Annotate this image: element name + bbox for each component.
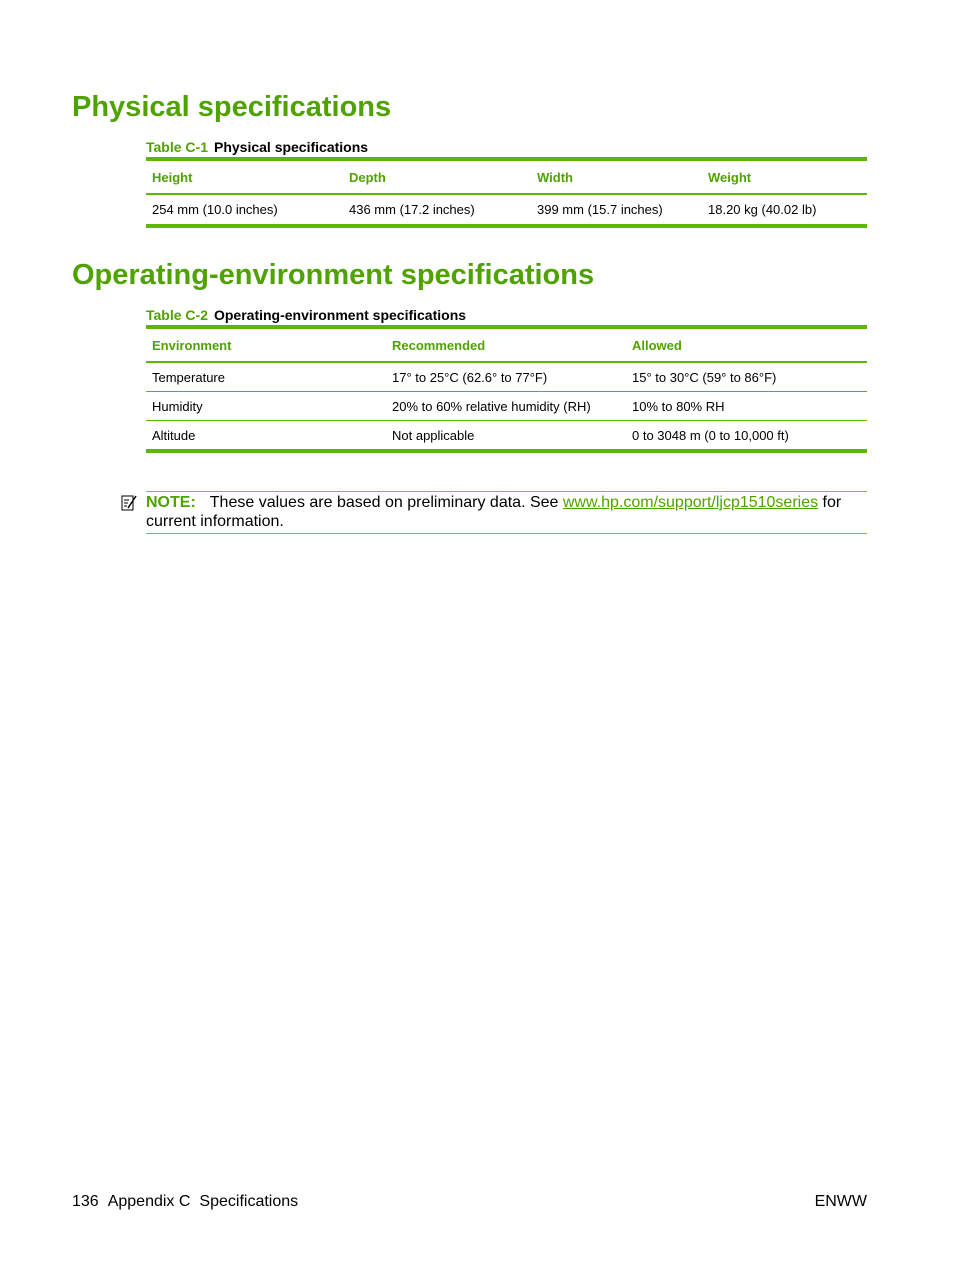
note-box xyxy=(146,491,867,534)
column-header-weight: Weight xyxy=(702,159,867,194)
table-row xyxy=(146,392,867,421)
table-row xyxy=(146,362,867,392)
operating-environment-heading: Operating-environment specifications xyxy=(72,259,595,291)
table-c2-number: Table C-2 xyxy=(146,307,208,323)
page-number: 136 xyxy=(72,1193,99,1210)
table-header-row xyxy=(146,327,867,362)
footer-section: Specifications xyxy=(199,1193,299,1210)
environment-cell: Temperature xyxy=(146,362,386,392)
recommended-cell: 20% to 60% relative humidity (RH) xyxy=(386,392,626,421)
table-c1-caption xyxy=(146,139,368,155)
footer-chapter: Appendix C xyxy=(107,1193,191,1210)
allowed-cell: 15° to 30°C (59° to 86°F) xyxy=(626,362,867,392)
note-text-before: These values are based on preliminary data. See xyxy=(209,494,563,511)
height-value: 254 mm (10.0 inches) xyxy=(152,202,278,217)
note-text-after: for current information. xyxy=(146,494,842,530)
table-header-row xyxy=(146,159,867,194)
recommended-cell: Not applicable xyxy=(392,427,475,443)
physical-specifications-heading: Physical specifications xyxy=(72,91,392,123)
column-header-allowed: Allowed xyxy=(626,327,867,362)
column-header-depth: Depth xyxy=(343,159,531,194)
allowed-cell: 0 to 3048 m (0 to 10,000 ft) xyxy=(632,427,789,443)
note-pencil-icon xyxy=(121,494,137,512)
column-header-height: Height xyxy=(146,159,343,194)
operating-environment-table xyxy=(146,325,867,453)
table-row xyxy=(146,421,867,452)
table-c1-number: Table C-1 xyxy=(146,139,208,155)
column-header-environment: Environment xyxy=(146,327,386,362)
column-header-recommended: Recommended xyxy=(386,327,626,362)
environment-cell: Humidity xyxy=(146,392,386,421)
page-footer-right: ENWW xyxy=(814,1193,867,1210)
environment-cell: Altitude xyxy=(152,427,196,443)
physical-specifications-table xyxy=(146,157,867,228)
support-link[interactable]: www.hp.com/support/ljcp1510series xyxy=(562,494,819,511)
depth-value: 436 mm (17.2 inches) xyxy=(349,202,475,217)
width-value: 399 mm (15.7 inches) xyxy=(537,202,663,217)
page-footer-left xyxy=(72,1193,307,1211)
table-c2-title: Operating-environment specifications xyxy=(213,307,467,323)
column-header-width: Width xyxy=(531,159,702,194)
weight-value: 18.20 kg (40.02 lb) xyxy=(708,202,817,217)
allowed-cell: 10% to 80% RH xyxy=(626,392,867,421)
table-c1-title: Physical specifications xyxy=(213,139,369,155)
table-c2-caption xyxy=(146,307,466,323)
note-label: NOTE: xyxy=(146,494,196,511)
table-row xyxy=(146,194,867,226)
recommended-cell: 17° to 25°C (62.6° to 77°F) xyxy=(386,362,626,392)
